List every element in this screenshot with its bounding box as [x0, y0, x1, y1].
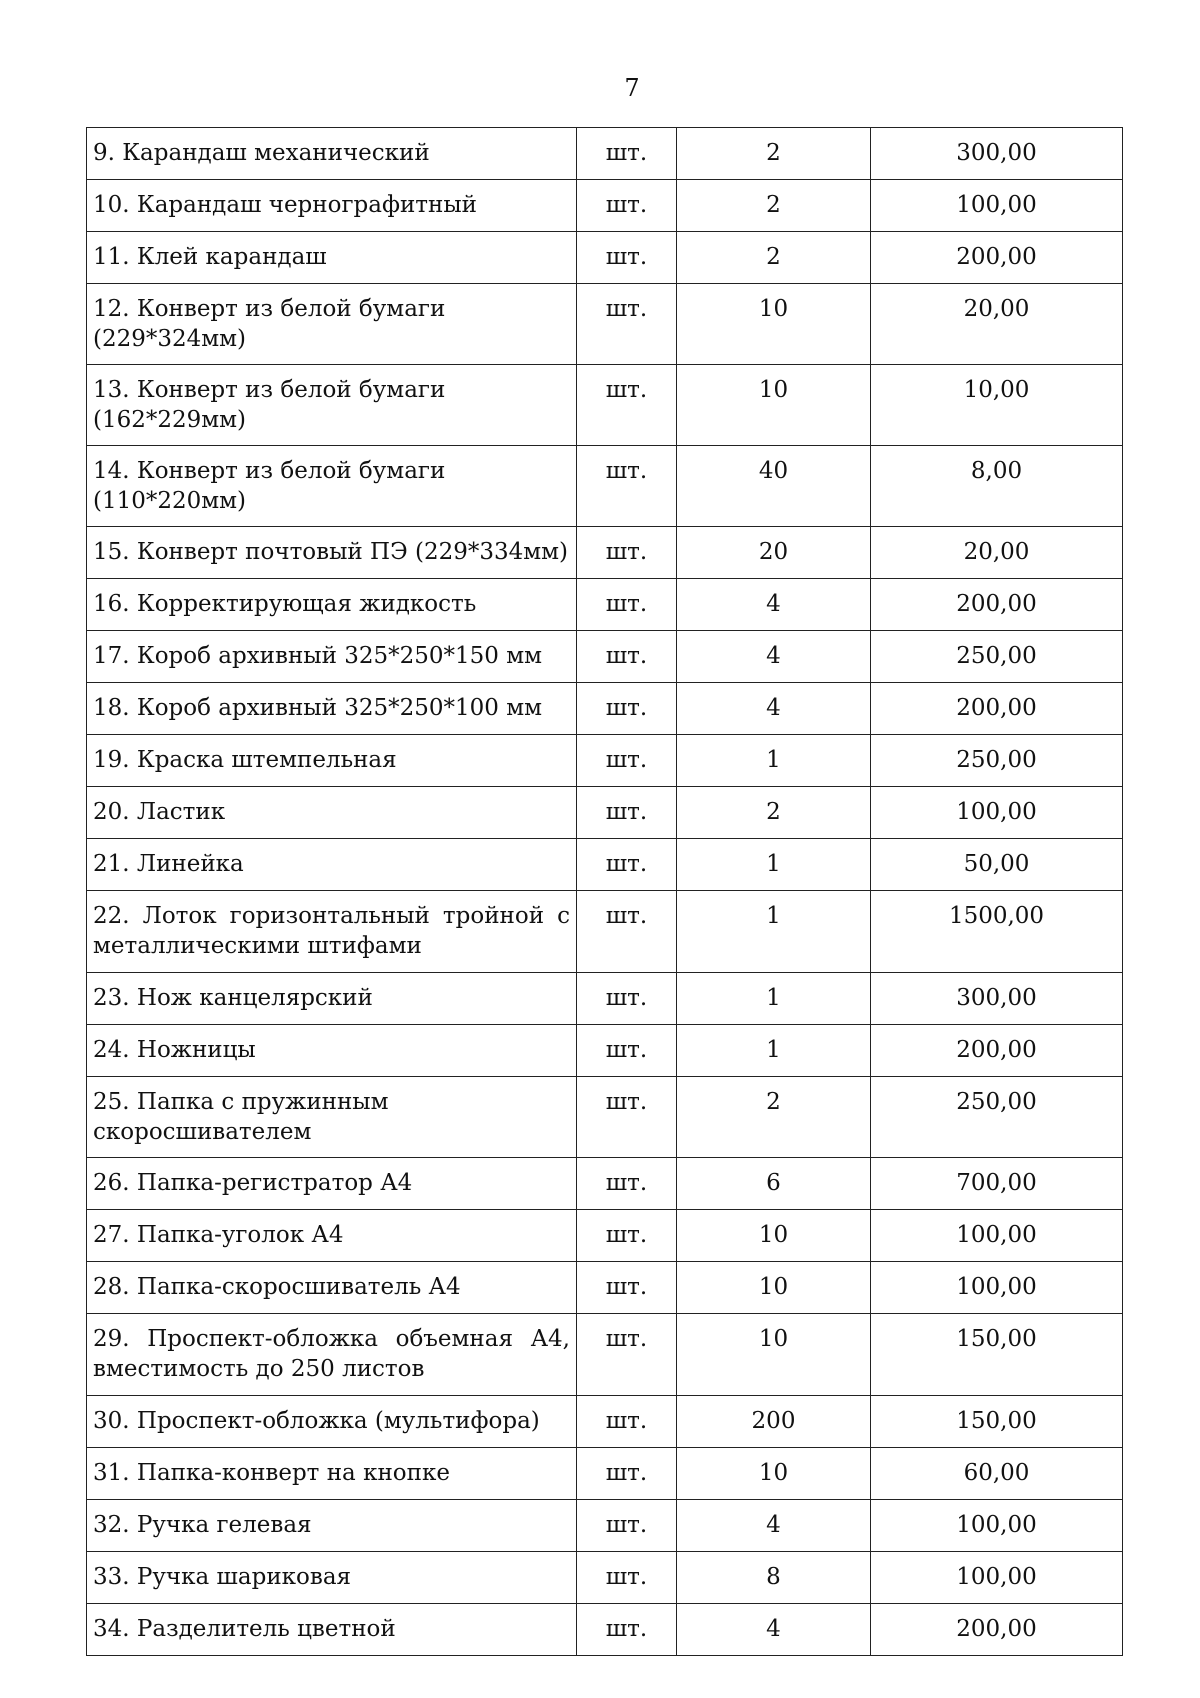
- cell-qty: 4: [677, 683, 871, 735]
- cell-name: 20. Ластик: [87, 787, 577, 839]
- cell-unit: шт.: [577, 973, 677, 1025]
- table-row: [87, 232, 1123, 284]
- cell-name: 21. Линейка: [87, 839, 577, 891]
- table-row: [87, 527, 1123, 579]
- table-row: [87, 1448, 1123, 1500]
- cell-qty: 4: [677, 631, 871, 683]
- cell-price: 300,00: [871, 128, 1123, 180]
- cell-name: 23. Нож канцелярский: [87, 973, 577, 1025]
- cell-name: 34. Разделитель цветной: [87, 1604, 577, 1656]
- cell-unit: шт.: [577, 1396, 677, 1448]
- cell-name: 33. Ручка шариковая: [87, 1552, 577, 1604]
- table-row: [87, 1077, 1123, 1158]
- cell-unit: шт.: [577, 787, 677, 839]
- cell-qty: 1: [677, 1025, 871, 1077]
- cell-price: 100,00: [871, 1262, 1123, 1314]
- cell-price: 8,00: [871, 446, 1123, 527]
- table-row: [87, 787, 1123, 839]
- cell-qty: 2: [677, 232, 871, 284]
- table-row: [87, 1500, 1123, 1552]
- cell-unit: шт.: [577, 232, 677, 284]
- supplies-table: [86, 127, 1123, 1656]
- cell-name: 17. Короб архивный 325*250*150 мм: [87, 631, 577, 683]
- cell-unit: шт.: [577, 128, 677, 180]
- table-row: [87, 891, 1123, 973]
- table-row: [87, 180, 1123, 232]
- cell-qty: 1: [677, 735, 871, 787]
- cell-qty: 1: [677, 839, 871, 891]
- cell-qty: 2: [677, 180, 871, 232]
- table-row: [87, 446, 1123, 527]
- cell-name: 14. Конверт из белой бумаги (110*220мм): [87, 446, 577, 527]
- table-row: [87, 1025, 1123, 1077]
- cell-qty: 10: [677, 1314, 871, 1396]
- cell-price: 700,00: [871, 1158, 1123, 1210]
- cell-price: 20,00: [871, 527, 1123, 579]
- cell-qty: 2: [677, 128, 871, 180]
- cell-name: 18. Короб архивный 325*250*100 мм: [87, 683, 577, 735]
- cell-price: 300,00: [871, 973, 1123, 1025]
- cell-qty: 20: [677, 527, 871, 579]
- table-row: [87, 1314, 1123, 1396]
- cell-name: 12. Конверт из белой бумаги (229*324мм): [87, 284, 577, 365]
- cell-qty: 2: [677, 787, 871, 839]
- cell-price: 250,00: [871, 631, 1123, 683]
- cell-unit: шт.: [577, 1210, 677, 1262]
- cell-price: 200,00: [871, 1604, 1123, 1656]
- cell-unit: шт.: [577, 527, 677, 579]
- cell-qty: 6: [677, 1158, 871, 1210]
- cell-unit: шт.: [577, 735, 677, 787]
- cell-name: 31. Папка-конверт на кнопке: [87, 1448, 577, 1500]
- cell-unit: шт.: [577, 180, 677, 232]
- cell-price: 60,00: [871, 1448, 1123, 1500]
- cell-name: 24. Ножницы: [87, 1025, 577, 1077]
- cell-unit: шт.: [577, 365, 677, 446]
- table-row: [87, 1158, 1123, 1210]
- table-body: [87, 128, 1123, 1656]
- cell-unit: шт.: [577, 891, 677, 973]
- cell-unit: шт.: [577, 446, 677, 527]
- cell-price: 250,00: [871, 1077, 1123, 1158]
- cell-unit: шт.: [577, 1604, 677, 1656]
- cell-unit: шт.: [577, 1158, 677, 1210]
- cell-qty: 4: [677, 579, 871, 631]
- cell-qty: 1: [677, 891, 871, 973]
- table-row: [87, 1552, 1123, 1604]
- cell-price: 150,00: [871, 1314, 1123, 1396]
- cell-name: 30. Проспект-обложка (мультифора): [87, 1396, 577, 1448]
- cell-price: 200,00: [871, 232, 1123, 284]
- cell-qty: 4: [677, 1500, 871, 1552]
- cell-name: 27. Папка-уголок А4: [87, 1210, 577, 1262]
- cell-unit: шт.: [577, 1077, 677, 1158]
- cell-unit: шт.: [577, 1314, 677, 1396]
- cell-name: 25. Папка с пружинным скоросшивателем: [87, 1077, 577, 1158]
- table-row: [87, 735, 1123, 787]
- cell-price: 1500,00: [871, 891, 1123, 973]
- cell-unit: шт.: [577, 1262, 677, 1314]
- cell-unit: шт.: [577, 1025, 677, 1077]
- cell-price: 250,00: [871, 735, 1123, 787]
- cell-name: 19. Краска штемпельная: [87, 735, 577, 787]
- cell-qty: 10: [677, 1210, 871, 1262]
- cell-price: 200,00: [871, 1025, 1123, 1077]
- cell-qty: 10: [677, 1262, 871, 1314]
- table-row: [87, 973, 1123, 1025]
- table-row: [87, 1604, 1123, 1656]
- cell-price: 150,00: [871, 1396, 1123, 1448]
- page-number: 7: [624, 74, 640, 102]
- table-row: [87, 1396, 1123, 1448]
- cell-price: 200,00: [871, 579, 1123, 631]
- table-row: [87, 631, 1123, 683]
- cell-qty: 40: [677, 446, 871, 527]
- table-row: [87, 365, 1123, 446]
- cell-qty: 1: [677, 973, 871, 1025]
- cell-unit: шт.: [577, 631, 677, 683]
- cell-qty: 4: [677, 1604, 871, 1656]
- cell-qty: 8: [677, 1552, 871, 1604]
- cell-name: 11. Клей карандаш: [87, 232, 577, 284]
- table-row: [87, 683, 1123, 735]
- cell-qty: 2: [677, 1077, 871, 1158]
- cell-name: 13. Конверт из белой бумаги (162*229мм): [87, 365, 577, 446]
- cell-name: 9. Карандаш механический: [87, 128, 577, 180]
- table-row: [87, 128, 1123, 180]
- cell-price: 200,00: [871, 683, 1123, 735]
- cell-unit: шт.: [577, 284, 677, 365]
- cell-price: 100,00: [871, 1552, 1123, 1604]
- cell-price: 20,00: [871, 284, 1123, 365]
- cell-price: 100,00: [871, 1210, 1123, 1262]
- cell-unit: шт.: [577, 1500, 677, 1552]
- cell-price: 100,00: [871, 787, 1123, 839]
- cell-qty: 10: [677, 365, 871, 446]
- cell-name: 22. Лоток горизонтальный тройной с металлическими штифами: [87, 891, 577, 973]
- cell-name: 26. Папка-регистратор А4: [87, 1158, 577, 1210]
- cell-unit: шт.: [577, 1552, 677, 1604]
- cell-name: 28. Папка-скоросшиватель А4: [87, 1262, 577, 1314]
- cell-unit: шт.: [577, 1448, 677, 1500]
- cell-name: 15. Конверт почтовый ПЭ (229*334мм): [87, 527, 577, 579]
- cell-qty: 200: [677, 1396, 871, 1448]
- cell-unit: шт.: [577, 839, 677, 891]
- table-row: [87, 1262, 1123, 1314]
- cell-price: 50,00: [871, 839, 1123, 891]
- cell-qty: 10: [677, 284, 871, 365]
- table-row: [87, 579, 1123, 631]
- table-row: [87, 284, 1123, 365]
- cell-unit: шт.: [577, 683, 677, 735]
- cell-qty: 10: [677, 1448, 871, 1500]
- cell-name: 10. Карандаш чернографитный: [87, 180, 577, 232]
- cell-price: 100,00: [871, 1500, 1123, 1552]
- cell-price: 10,00: [871, 365, 1123, 446]
- table-row: [87, 1210, 1123, 1262]
- cell-unit: шт.: [577, 579, 677, 631]
- cell-name: 29. Проспект-обложка объемная А4, вместимость до 250 листов: [87, 1314, 577, 1396]
- cell-name: 32. Ручка гелевая: [87, 1500, 577, 1552]
- cell-price: 100,00: [871, 180, 1123, 232]
- cell-name: 16. Корректирующая жидкость: [87, 579, 577, 631]
- table-row: [87, 839, 1123, 891]
